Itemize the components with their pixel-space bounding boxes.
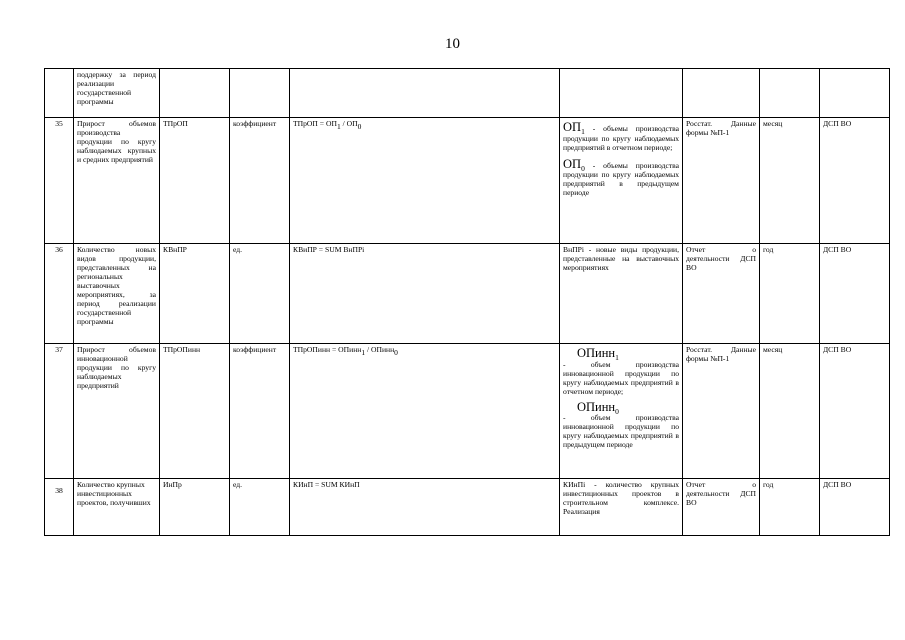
desc-text: - объем производства инновационной продукции по кругу наблюдаемых предприятий в предыдущем периоде (563, 413, 679, 450)
num-cell (45, 69, 74, 118)
formula-subscript: 0 (357, 122, 362, 131)
desc-cell: КИнПi - количество крупных инвестиционных проектов в строительном комплексе. Реализация (560, 479, 683, 536)
row-number: 38 (45, 479, 74, 536)
page-number: 10 (445, 36, 460, 52)
source-cell: Росстат. Данные формы №П-1 (683, 118, 760, 244)
responsible-cell: ДСП ВО (820, 118, 890, 244)
desc-symbol: ОП (563, 120, 582, 134)
formula-part: / ОП (340, 119, 358, 128)
table-row (45, 118, 890, 244)
desc-symbol: ОПинн (577, 399, 616, 414)
desc-subscript: 0 (615, 406, 619, 416)
indicators-table (44, 68, 890, 536)
table-row (45, 244, 890, 344)
source-cell: Росстат. Данные формы №П-1 (683, 344, 760, 479)
desc-text: - объем производства инновационной продукции по кругу наблюдаемых предприятий в отчетном периоде; (563, 359, 679, 396)
code-cell (160, 69, 230, 118)
desc-entry (563, 400, 679, 415)
unit-cell: ед. (230, 244, 290, 344)
row-number: 35 (45, 118, 74, 244)
desc-symbol: ОП (563, 156, 582, 171)
desc-cell (560, 69, 683, 118)
formula-cell: КИнП = SUM КИнП (290, 479, 560, 536)
formula-part: ТПрОПинн = ОПинн (293, 345, 362, 354)
table-row (45, 479, 890, 536)
desc-text: - объемы производства продукции по кругу наблюдаемых предприятий в отчетном периоде; (563, 124, 679, 152)
desc-entry (563, 157, 679, 199)
table-row (45, 69, 890, 118)
period-cell: месяц (760, 344, 820, 479)
desc-cell (560, 118, 683, 244)
desc-cell (560, 344, 683, 479)
source-cell: Отчет о деятельности ДСП ВО (683, 479, 760, 536)
indicator-cell: Количество крупных инвестиционных проектов, получивших (74, 479, 160, 536)
unit-cell: коэффициент (230, 344, 290, 479)
code-cell: КВнПР (160, 244, 230, 344)
formula-cell (290, 69, 560, 118)
formula-cell: КВиПР = SUM ВнПРi (290, 244, 560, 344)
desc-entry (563, 120, 679, 153)
formula-cell (290, 344, 560, 479)
source-cell (683, 69, 760, 118)
formula-subscript: 0 (394, 348, 398, 357)
period-cell: год (760, 244, 820, 344)
unit-cell: ед. (230, 479, 290, 536)
code-cell: ТПрОПинн (160, 344, 230, 479)
row-number: 37 (45, 344, 74, 479)
code-cell: ТПрОП (160, 118, 230, 244)
formula-cell (290, 118, 560, 244)
desc-subscript: 1 (615, 353, 619, 362)
source-cell: Отчет о деятельности ДСП ВО (683, 244, 760, 344)
code-cell: ИнПр (160, 479, 230, 536)
table-row (45, 344, 890, 479)
desc-subscript: 1 (581, 127, 585, 136)
formula-subscript: 1 (336, 122, 341, 131)
unit-cell (230, 69, 290, 118)
unit-cell: коэффициент (230, 118, 290, 244)
period-cell: месяц (760, 118, 820, 244)
responsible-cell: ДСП ВО (820, 244, 890, 344)
responsible-cell (820, 69, 890, 118)
desc-symbol: ОПинн (577, 346, 616, 360)
desc-entry (563, 346, 679, 361)
formula-part: / ОПинн (365, 345, 395, 354)
responsible-cell: ДСП ВО (820, 344, 890, 479)
period-cell (760, 69, 820, 118)
formula-part: ТПрОП = ОП (293, 119, 337, 128)
indicator-cell: Количество новых видов продукции, представленных на региональных выставочных мероприятиях, за период реализации государственной программы (74, 244, 160, 344)
indicator-cell: Прирост объемов производства продукции по кругу наблюдаемых крупных и средних предприятий (74, 118, 160, 244)
desc-text: - объемы производства продукции по кругу наблюдаемых предприятий в предыдущем периоде (563, 160, 679, 198)
row-number: 36 (45, 244, 74, 344)
indicator-cell: поддержку за период реализации государственной программы (74, 69, 160, 118)
indicator-cell: Прирост объемов инновационной продукции по кругу наблюдаемых предприятий (74, 344, 160, 479)
desc-cell: ВнПРi - новые виды продукции, представленные на выставочных мероприятиях (560, 244, 683, 344)
period-cell: год (760, 479, 820, 536)
responsible-cell: ДСП ВО (820, 479, 890, 536)
desc-subscript: 0 (581, 163, 585, 173)
formula-subscript: 1 (361, 348, 366, 357)
